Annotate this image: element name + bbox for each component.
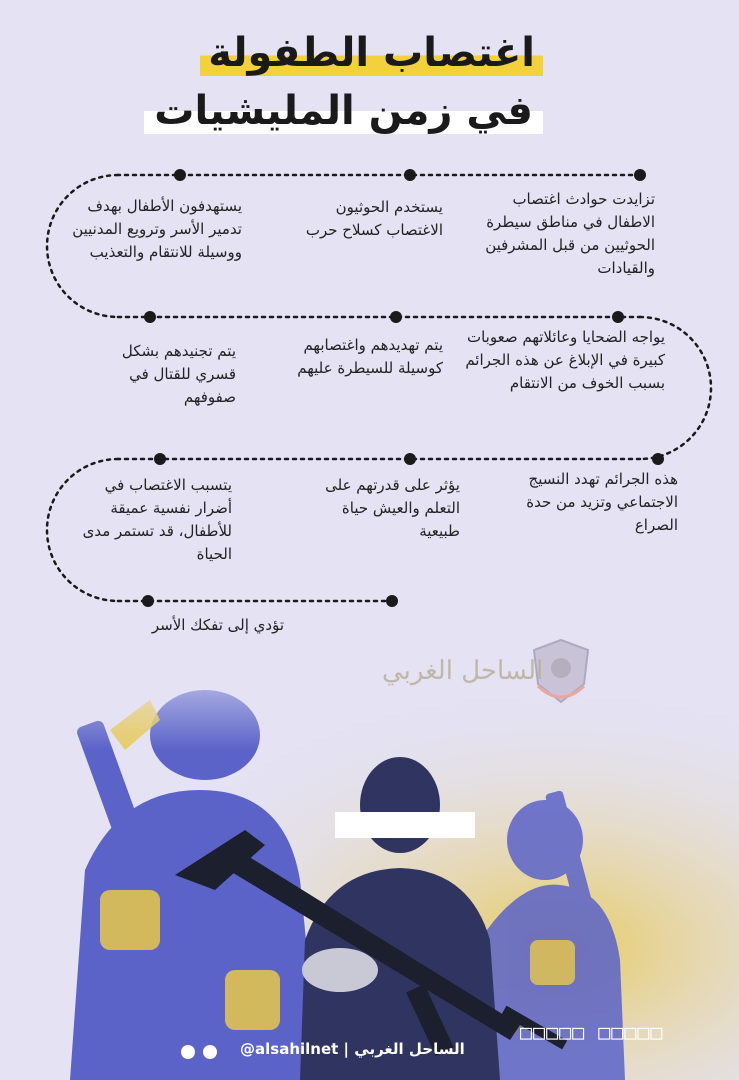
footer-handle[interactable]: @alsahilnet — [240, 1040, 339, 1058]
item-5: يتم تهديدهم واغتصابهم كوسيلة للسيطرة عليهم — [297, 336, 443, 377]
item-2: يستخدم الحوثيون الاغتصاب كسلاح حرب — [305, 198, 443, 239]
timeline-dot — [404, 169, 416, 181]
background-photo — [0, 640, 739, 1080]
footer-placeholder-glyphs: □□□□□ □□□□□ — [520, 1020, 664, 1044]
timeline-dot — [390, 311, 402, 323]
social-icon — [181, 1045, 195, 1059]
footer-separator: | — [343, 1040, 350, 1058]
timeline-dot — [174, 169, 186, 181]
social-icon — [203, 1045, 217, 1059]
footer-name: الساحل الغربي — [354, 1040, 465, 1058]
timeline-dot — [154, 453, 166, 465]
title-line-2: في زمن المليشيات — [144, 88, 543, 134]
timeline-dot — [652, 453, 664, 465]
title-line-1: اغتصاب الطفولة — [200, 30, 543, 76]
item-6: يتم تجنيدهم بشكل قسري للقتال في صفوفهم — [121, 342, 236, 406]
timeline-dot — [612, 311, 624, 323]
social-icons — [180, 1044, 226, 1064]
timeline-dot — [386, 595, 398, 607]
item-7: هذه الجرائم تهدد النسيج الاجتماعي وتزيد من حدة الصراع — [526, 470, 678, 534]
timeline-dot — [634, 169, 646, 181]
item-8: يؤثر على قدرتهم على التعلم والعيش حياة طبيعية — [325, 476, 460, 540]
item-1: تزايدت حوادث اغتصاب الاطفال في مناطق سيطرة الحوثيين من قبل المشرفين والقيادات — [485, 190, 655, 277]
item-9: يتسبب الاغتصاب في أضرار نفسية عميقة للأطفال، قد تستمر مدى الحياة — [82, 476, 232, 563]
item-4: يواجه الضحايا وعائلاتهم صعوبات كبيرة في الإبلاغ عن هذه الجرائم بسبب الخوف من الانتقام — [465, 328, 665, 392]
timeline-dot — [404, 453, 416, 465]
item-3: يستهدفون الأطفال بهدف تدمير الأسر وترويع المدنيين ووسيلة للانتقام والتعذيب — [72, 197, 242, 261]
timeline-dot — [142, 595, 154, 607]
footer-credit — [240, 1040, 465, 1058]
watermark-text: الساحل الغربي — [382, 656, 544, 686]
timeline-dot — [144, 311, 156, 323]
item-10: تؤدي إلى تفكك الأسر — [151, 616, 284, 634]
